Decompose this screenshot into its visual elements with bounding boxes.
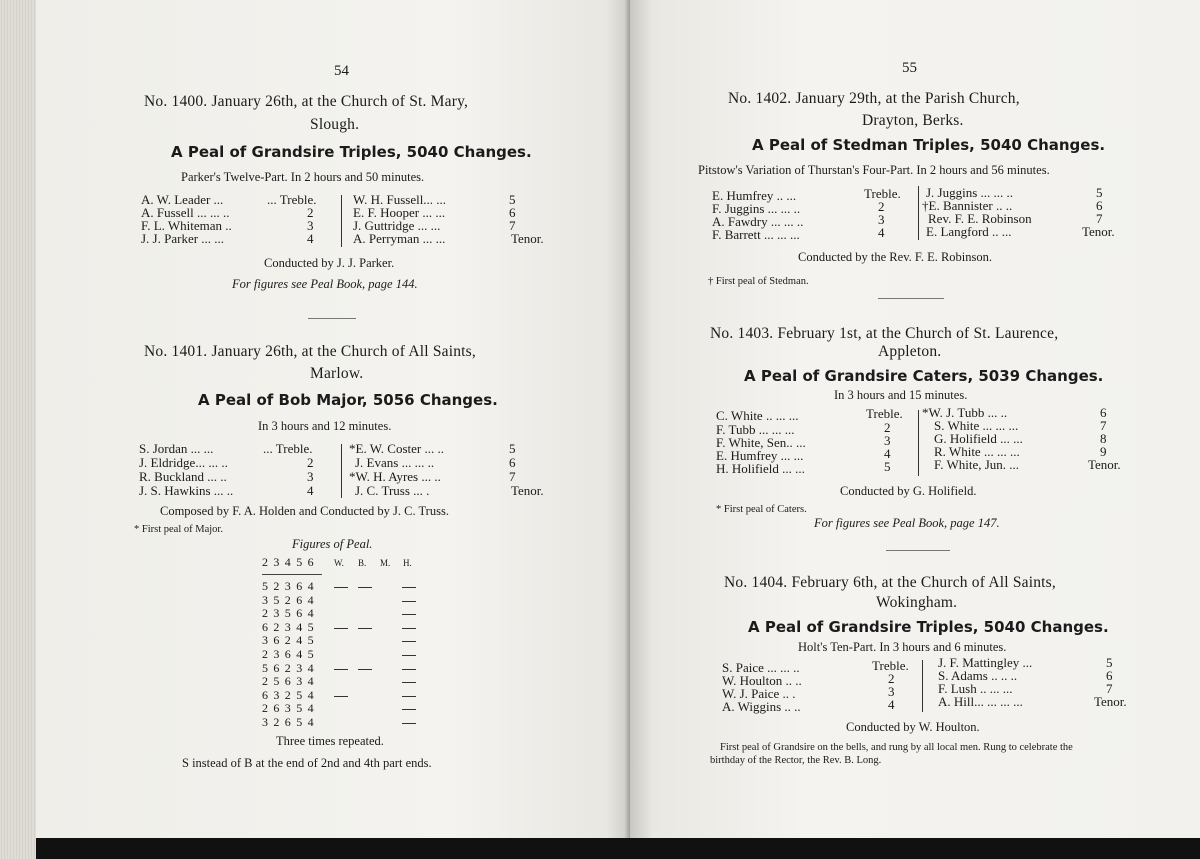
figures-header-w: W. — [334, 558, 344, 568]
ringer-name: †E. Bannister .. .. — [922, 198, 1013, 213]
peal-1404-subtitle: Holt's Ten-Part. In 3 hours and 6 minutes. — [798, 640, 1007, 654]
figures-call-b — [358, 628, 372, 629]
ringer-name: C. White .. ... ... — [716, 408, 799, 423]
peal-1400-ringers — [141, 193, 561, 249]
peal-1402-place: Drayton, Berks. — [862, 112, 964, 129]
ringer-name: J. C. Truss ... . — [355, 483, 430, 498]
ringer-bell: 7 — [1106, 681, 1113, 696]
figures-header-order: 2 3 4 5 6 — [262, 555, 315, 569]
figures-call-h — [402, 641, 416, 642]
figures-call-h — [402, 723, 416, 724]
figures-call-w — [334, 669, 348, 670]
section-divider — [886, 550, 950, 551]
figures-call-h — [402, 601, 416, 602]
ringer-name: R. White ... ... ... — [934, 444, 1020, 459]
ringer-name: S. White ... ... ... — [934, 418, 1019, 433]
figures-call-h — [402, 669, 416, 670]
ringer-name: A. Hill... ... ... ... — [938, 694, 1023, 709]
ringer-name: E. Langford .. ... — [926, 224, 1012, 239]
ringer-name: A. Perryman ... ... — [353, 231, 446, 246]
ringer-bell: 5 — [1106, 655, 1113, 670]
ringer-bell: 5 — [884, 459, 891, 474]
figures-call-h — [402, 709, 416, 710]
ringer-bell: 7 — [1096, 211, 1103, 226]
figures-row-order: 6 3 2 5 4 — [262, 687, 315, 702]
ringer-name: W. H. Fussell... ... — [353, 192, 447, 207]
figures-header-h: H. — [403, 558, 412, 568]
figures-call-h — [402, 628, 416, 629]
ringer-name: W. Houlton .. .. — [722, 673, 802, 688]
book-page-edges — [0, 0, 36, 859]
page-number: 54 — [334, 63, 349, 79]
ringer-bell: Treble. — [872, 658, 909, 673]
ringer-bell: 4 — [307, 483, 314, 498]
figures-row-order: 2 5 6 3 4 — [262, 674, 315, 689]
peal-1402-header: No. 1402. January 29th, at the Parish Church, — [728, 90, 1020, 107]
ringer-name: J. F. Mattingley ... — [938, 655, 1033, 670]
ringer-bell: 2 — [878, 199, 885, 214]
peal-1404-place: Wokingham. — [876, 594, 958, 611]
ringer-name: H. Holifield ... ... — [716, 461, 805, 476]
figures-row-order: 2 3 6 4 5 — [262, 647, 315, 661]
ringer-bell: 2 — [888, 671, 895, 686]
ringer-name: F. Lush .. ... ... — [938, 681, 1013, 696]
figures-call-h — [402, 682, 416, 683]
ringer-bell: Tenor. — [1082, 224, 1115, 239]
peal-1403-place: Appleton. — [878, 343, 942, 360]
peal-1403-title: A Peal of Grandsire Caters, 5039 Changes. — [744, 367, 1104, 385]
ringer-bell: 4 — [884, 446, 891, 461]
peal-1404-note: First peal of Grandsire on the bells, and rung by all local men. Rung to celebrate the — [720, 742, 1073, 753]
figures-call-w — [334, 587, 348, 588]
ringer-bell: ... Treble. — [267, 192, 317, 207]
peal-1400-title: A Peal of Grandsire Triples, 5040 Changes. — [171, 143, 532, 161]
ringer-name: E. F. Hooper ... ... — [353, 205, 446, 220]
ringer-name: J. Eldridge... ... .. — [139, 455, 228, 470]
ringer-bell: 6 — [509, 205, 516, 220]
ringer-bell: 4 — [307, 231, 314, 246]
figures-call-h — [402, 696, 416, 697]
figures-call-w — [334, 628, 348, 629]
ringer-bell: 5 — [509, 192, 516, 207]
ringer-name: F. Juggins ... ... .. — [712, 201, 801, 216]
section-divider — [308, 318, 356, 319]
peal-1400-figures-ref: For figures see Peal Book, page 144. — [232, 277, 418, 291]
peal-1403-header: No. 1403. February 1st, at the Church of St. Laurence, — [710, 325, 1059, 342]
ringer-bell: 3 — [884, 433, 891, 448]
figures-header-b: B. — [358, 558, 367, 568]
ringer-bell: 2 — [307, 205, 314, 220]
ringer-name: G. Holifield ... ... — [934, 431, 1023, 446]
figures-call-b — [358, 669, 372, 670]
ringer-name: S. Jordan ... ... — [139, 441, 214, 456]
ringer-bell: Treble. — [866, 406, 903, 421]
ringer-bell: 6 — [509, 455, 516, 470]
ringer-name: J. J. Parker ... ... — [141, 231, 225, 246]
ringer-name: F. White, Sen.. ... — [716, 435, 806, 450]
peal-1400-place: Slough. — [310, 116, 360, 133]
peal-1404-title: A Peal of Grandsire Triples, 5040 Changes. — [748, 618, 1109, 636]
peal-1402-subtitle: Pitstow's Variation of Thurstan's Four-Part. In 2 hours and 56 minutes. — [698, 163, 1050, 177]
figures-repeated: Three times repeated. — [276, 734, 384, 748]
right-page — [630, 0, 1200, 838]
ringer-name: J. Evans ... ... .. — [355, 455, 435, 470]
peal-1403-conducted: Conducted by G. Holifield. — [840, 484, 977, 498]
section-divider — [878, 298, 944, 299]
peal-1404-conducted: Conducted by W. Houlton. — [846, 720, 980, 734]
figures-header-rule — [262, 574, 322, 575]
peal-1402-note: † First peal of Stedman. — [708, 276, 809, 287]
ringer-name: F. Barrett ... ... ... — [712, 227, 800, 242]
ringer-name: F. Tubb ... ... ... — [716, 422, 795, 437]
ringer-bell: 5 — [1096, 185, 1103, 200]
ringer-name: *W. H. Ayres ... .. — [349, 469, 441, 484]
figures-call-h — [402, 655, 416, 656]
peal-1401-composed: Composed by F. A. Holden and Conducted by J. C. Truss. — [160, 504, 449, 518]
ringer-name: Rev. F. E. Robinson — [928, 211, 1032, 226]
ringer-bell: 8 — [1100, 431, 1107, 446]
ringer-bell: Treble. — [864, 186, 901, 201]
ringer-name: R. Buckland ... .. — [139, 469, 227, 484]
figures-row-order: 3 2 6 5 4 — [262, 715, 315, 729]
page-number: 55 — [902, 60, 917, 76]
peal-1403-figures-ref: For figures see Peal Book, page 147. — [814, 516, 1000, 530]
ringer-name: J. Guttridge ... ... — [353, 218, 441, 233]
peal-1404-header: No. 1404. February 6th, at the Church of All Saints, — [724, 574, 1056, 591]
ringer-name: A. Wiggins .. .. — [722, 699, 801, 714]
figures-instead: S instead of B at the end of 2nd and 4th part ends. — [182, 756, 432, 770]
ringer-name: J. Juggins ... ... .. — [926, 185, 1014, 200]
ringer-bell: 7 — [1100, 418, 1107, 433]
peal-1400-subtitle: Parker's Twelve-Part. In 2 hours and 50 minutes. — [181, 170, 425, 184]
peal-1401-title: A Peal of Bob Major, 5056 Changes. — [198, 391, 498, 409]
ringer-name: A. Fawdry ... ... .. — [712, 214, 804, 229]
ringer-bell: Tenor. — [511, 483, 544, 498]
figures-row-order: 3 6 2 4 5 — [262, 633, 315, 648]
ringer-bell: 4 — [888, 697, 895, 712]
column-divider — [918, 186, 919, 240]
left-page — [36, 0, 630, 838]
peal-1400-header: No. 1400. January 26th, at the Church of St. Mary, — [144, 93, 469, 110]
ringer-name: J. S. Hawkins ... .. — [139, 483, 234, 498]
ringer-name: E. Humfrey ... ... — [716, 448, 804, 463]
ringer-name: S. Paice ... ... .. — [722, 660, 800, 675]
ringer-bell: 3 — [878, 212, 885, 227]
ringer-bell: 6 — [1100, 405, 1107, 420]
ringer-bell: 6 — [1096, 198, 1103, 213]
peal-1403-ringers — [716, 406, 1136, 476]
peal-1404-note-cont: birthday of the Rector, the Rev. B. Long. — [710, 755, 882, 766]
ringer-name: A. Fussell ... ... .. — [141, 205, 230, 220]
figures-header-m: M. — [380, 558, 391, 568]
ringer-name: *W. J. Tubb ... .. — [922, 405, 1008, 420]
figures-title: Figures of Peal. — [292, 537, 373, 551]
ringer-bell: 7 — [509, 469, 516, 484]
figures-row-order: 2 3 5 6 4 — [262, 606, 315, 621]
ringer-bell: 2 — [307, 455, 314, 470]
peal-1401-note: * First peal of Major. — [134, 524, 223, 535]
ringer-name: A. W. Leader ... — [141, 192, 224, 207]
ringer-bell: Tenor. — [511, 231, 544, 246]
peal-1403-note: * First peal of Caters. — [716, 504, 807, 515]
ringer-name: S. Adams .. .. .. — [938, 668, 1018, 683]
ringer-bell: ... Treble. — [263, 441, 313, 456]
peal-1400-conducted: Conducted by J. J. Parker. — [264, 256, 395, 270]
ringer-name: W. J. Paice .. . — [722, 686, 796, 701]
figures-call-b — [358, 587, 372, 588]
figures-call-h — [402, 614, 416, 615]
ringer-bell: 9 — [1100, 444, 1107, 459]
peal-1401-ringers — [139, 442, 559, 498]
figures-table — [262, 556, 462, 728]
ringer-name: *E. W. Coster ... .. — [349, 441, 444, 456]
column-divider — [341, 444, 342, 498]
peal-1403-subtitle: In 3 hours and 15 minutes. — [834, 388, 968, 402]
peal-1401-place: Marlow. — [310, 365, 364, 382]
ringer-bell: 3 — [307, 218, 314, 233]
ringer-bell: Tenor. — [1088, 457, 1121, 472]
peal-1401-header: No. 1401. January 26th, at the Church of All Saints, — [144, 343, 476, 360]
figures-row-order: 5 6 2 3 4 — [262, 660, 315, 675]
ringer-name: E. Humfrey .. ... — [712, 188, 797, 203]
ringer-name: F. L. Whiteman .. — [141, 218, 232, 233]
column-divider — [341, 195, 342, 247]
column-divider — [918, 410, 919, 476]
peal-1402-ringers — [712, 186, 1132, 242]
column-divider — [922, 660, 923, 712]
ringer-bell: 5 — [509, 441, 516, 456]
ringer-name: F. White, Jun. ... — [934, 457, 1020, 472]
ringer-bell: 3 — [307, 469, 314, 484]
ringer-bell: Tenor. — [1094, 694, 1127, 709]
ringer-bell: 7 — [509, 218, 516, 233]
peal-1404-ringers — [722, 656, 1142, 712]
figures-row-order: 5 2 3 6 4 — [262, 579, 315, 593]
ringer-bell: 6 — [1106, 668, 1113, 683]
figures-call-w — [334, 696, 348, 697]
ringer-bell: 4 — [878, 225, 885, 240]
figures-row-order: 6 2 3 4 5 — [262, 619, 315, 634]
figures-row-order: 2 6 3 5 4 — [262, 701, 315, 716]
peal-1402-title: A Peal of Stedman Triples, 5040 Changes. — [752, 136, 1106, 154]
ringer-bell: 3 — [888, 684, 895, 699]
peal-1401-subtitle: In 3 hours and 12 minutes. — [258, 419, 392, 433]
figures-row-order: 3 5 2 6 4 — [262, 592, 315, 607]
figures-call-h — [402, 587, 416, 588]
ringer-bell: 2 — [884, 420, 891, 435]
peal-1402-conducted: Conducted by the Rev. F. E. Robinson. — [798, 250, 993, 264]
